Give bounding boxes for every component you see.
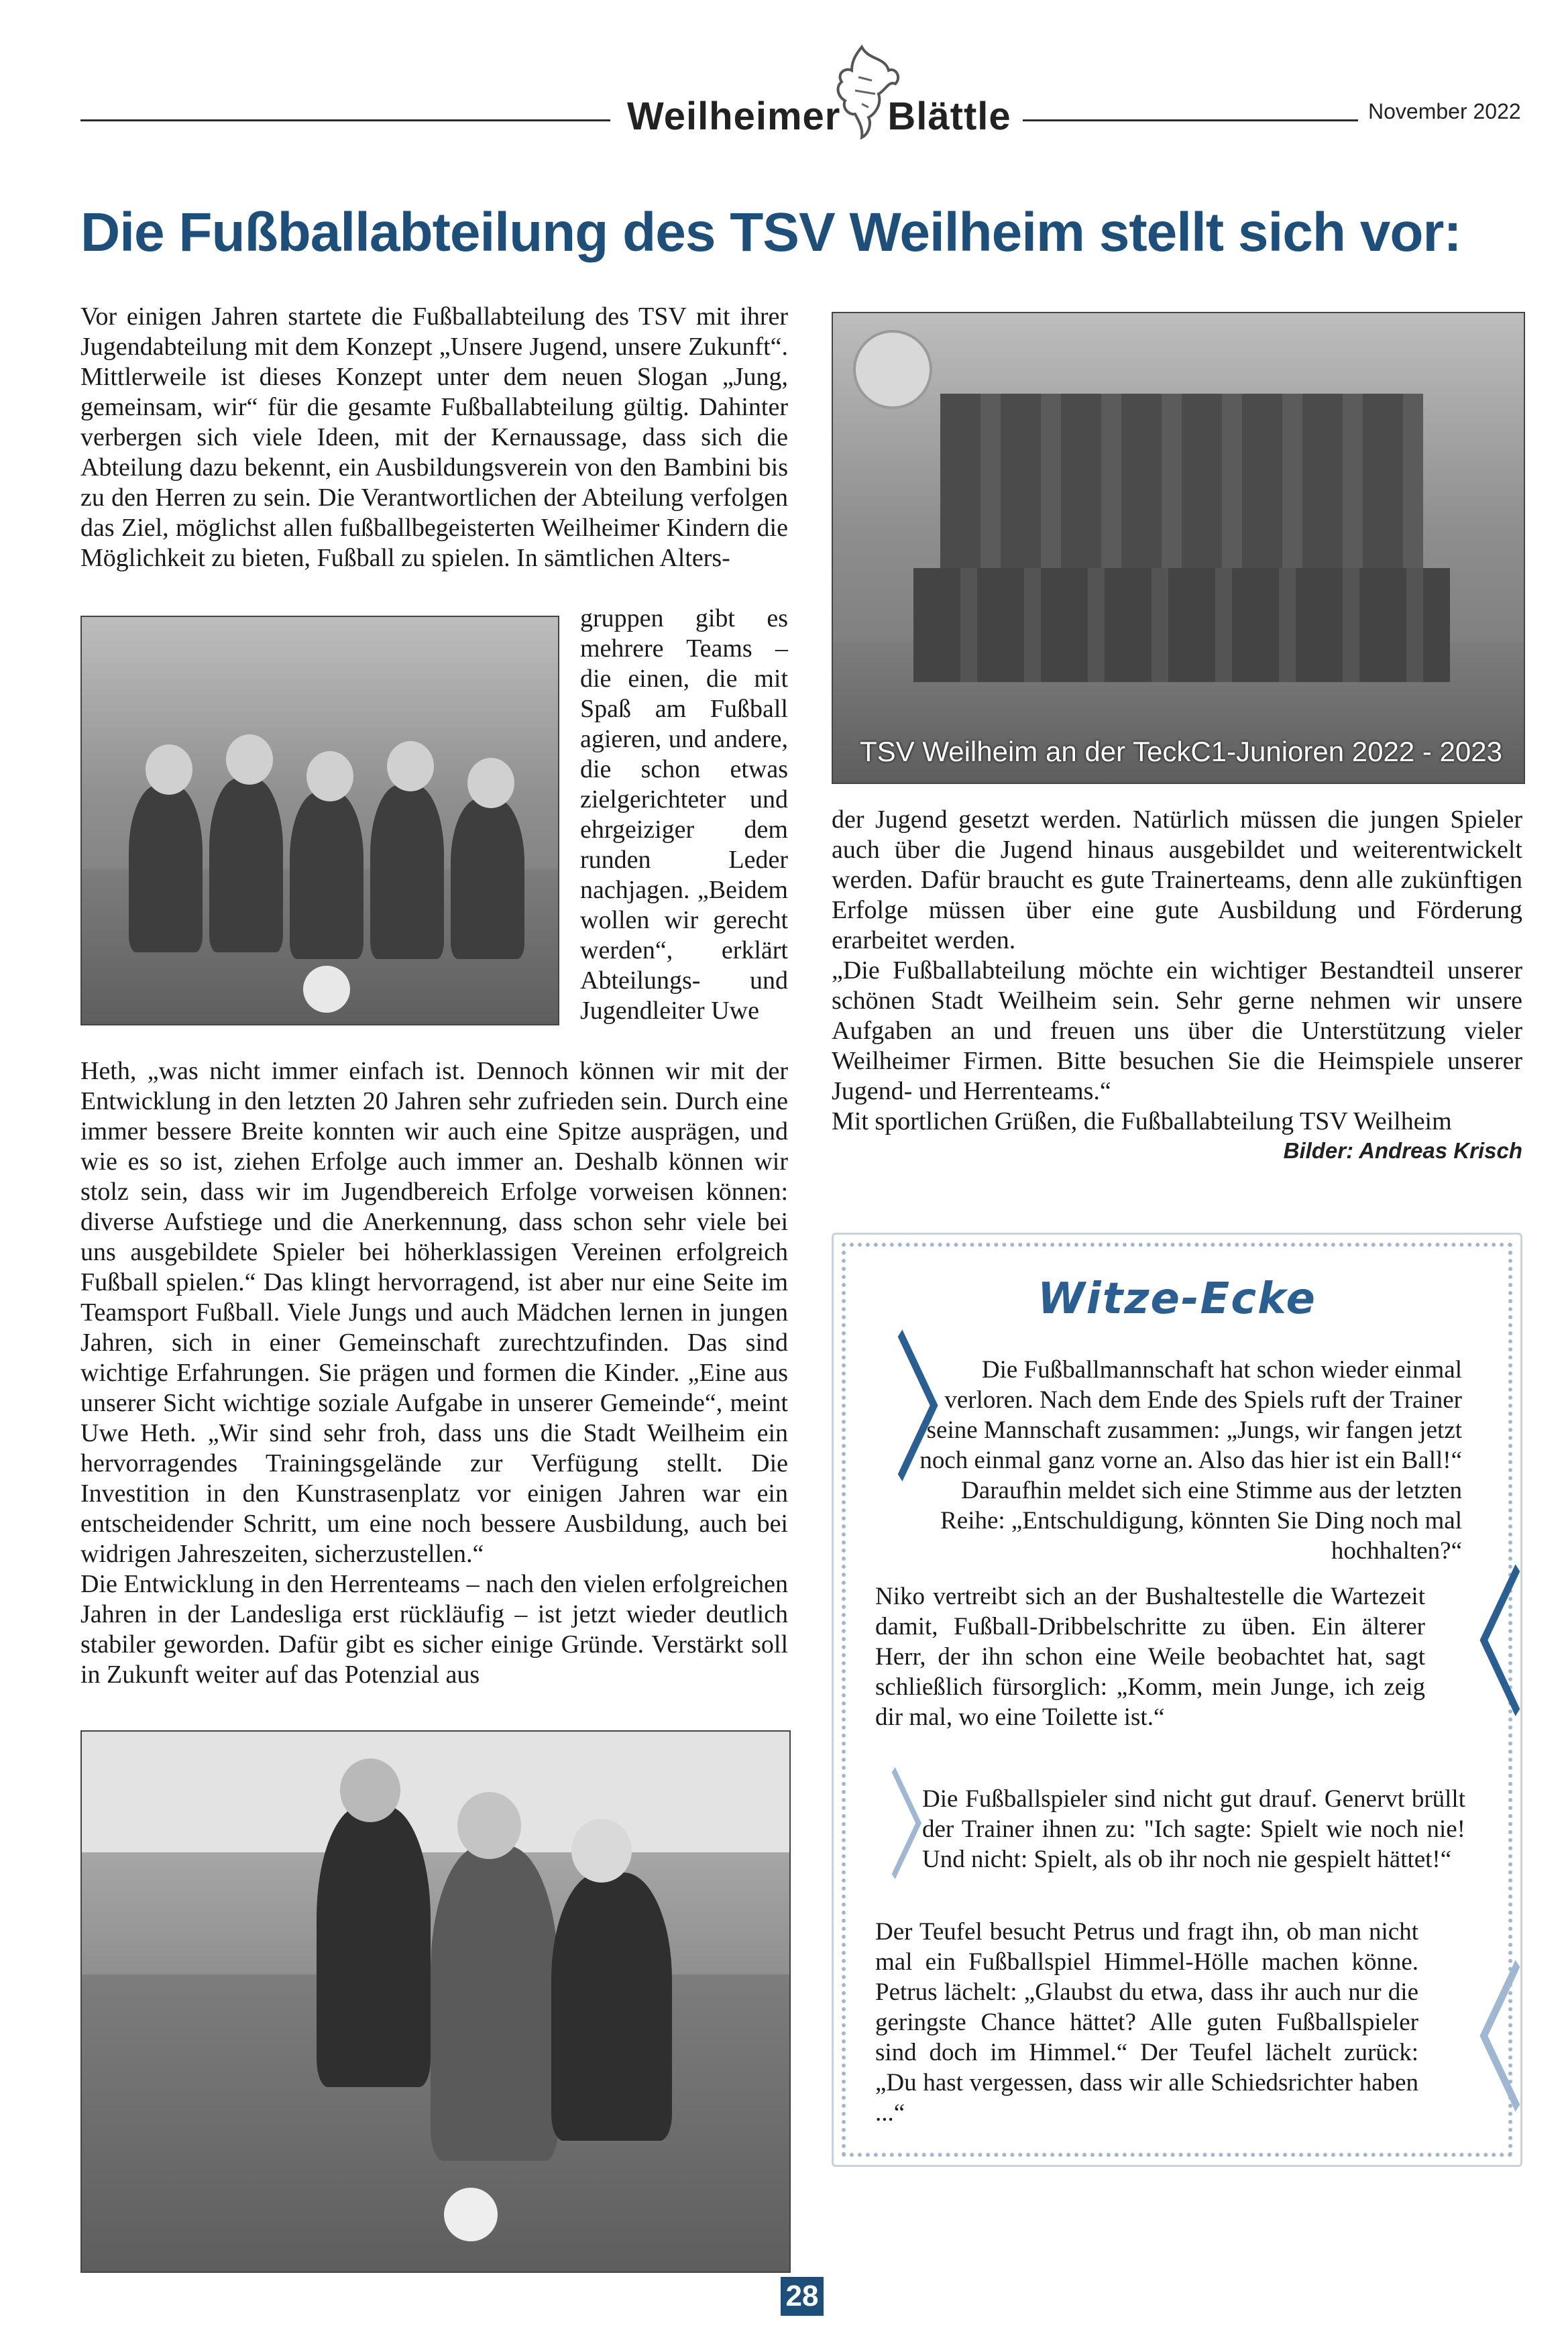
issue-date: November 2022 bbox=[1368, 99, 1521, 123]
masthead-rule-right bbox=[1023, 119, 1358, 121]
kids-team-photo bbox=[80, 616, 559, 1025]
article-main-text: Heth, „was nicht immer einfach ist. Dennoch können wir mit der Entwicklung in den letzten 20 Jahren sehr zufrieden sein. Durch eine immer bessere Breite konnten wir auch eine Spitze ausprägen, und wie es so ist, ziehen Erfolge auch immer an. Deshalb können wir stolz sein, dass wir im Jugendbereich Erfolge vorweisen können: diverse Aufstiege und die Anerkennung, dass schon sehr viele bei uns ausgebildete Spieler bei höherklassigen Vereinen erfolgreich Fußball spielen.“ Das klingt hervorragend, ist aber nur eine Seite im Teamsport Fußball. Viele Jungs und auch Mädchen lernen in jungen Jahren, sich in einer Gemeinschaft zurechtzufinden. Das sind wichtige Erfahrungen. Sie prägen und formen die Kinder. „Eine aus unserer Sicht wichtige soziale Aufgabe in unserer Gemeinde“, meint Uwe Heth. „Wir sind sehr froh, dass uns die Stadt Weilheim ein hervorragendes Trainingsgelände zur Verfügung stellt. Die Investition in den Kunstrasenplatz vor einigen Jahren war ein entscheidender Schritt, um eine noch bessere Ausbildung, auch bei widrigen Jahreszeiten, sicherzustellen.“ bbox=[80, 1057, 788, 1568]
article-col2-p2: „Die Fußballabteilung möchte ein wichtiger Bestandteil unserer schönen Stadt Weilheim sein. Sehr gerne nehmen wir unsere Aufgaben an und freuen uns über die Unterstützung vieler Weilheimer Firmen. Bitte besuchen Sie die Heimspiele unserer Jugend- und Herrenteams.“ bbox=[832, 956, 1522, 1105]
quote-close-icon: 〈 bbox=[1436, 1557, 1522, 1736]
article-intro-text: Vor einigen Jahren startete die Fußballabteilung des TSV mit ihrer Jugendabteilung mit dem Konzept „Unsere Jugend, unsere Zukunft“. Mittlerweile ist dieses Konzept unter dem neuen Slogan „Jung, gemeinsam, wir“ für die gesamte Fußballabteilung gültig. Dahinter verbergen sich viele Ideen, mit der Kernaussage, dass sich die Abteilung dazu bekennt, ein Ausbildungsverein von den Bambini bis zu den Herren zu sein. Die Verantwortlichen der Abteilung verfolgen das Ziel, möglichst allen fußballbegeisterten Weilheimer Kindern die Möglichkeit zu bieten, Fußball zu spielen. In sämtlichen Alters- bbox=[80, 302, 788, 572]
team-photo-c1-juniors bbox=[832, 312, 1525, 784]
team-photo-caption-team: C1-Junioren 2022 - 2023 bbox=[1190, 736, 1502, 767]
joke-1: Die Fußballmannschaft hat schon wieder einmal verloren. Nach dem Ende des Spiels ruft der Trainer seine Mannschaft zusammen: „Jungs, wir fangen jetzt noch einmal ganz vorne an. Also das hier ist ein Ball!“ Daraufhin meldet sich eine Stimme aus der letzten Reihe: „Entschuldigung, könnten Sie Ding noch mal hochhalten?“ bbox=[919, 1356, 1462, 1565]
article-headline: Die Fußballabteilung des TSV Weilheim stellt sich vor: bbox=[80, 202, 1461, 263]
team-photo-caption bbox=[833, 736, 1524, 768]
quote-close-icon: 〈 bbox=[1436, 1952, 1522, 2131]
page-number: 28 bbox=[781, 2277, 824, 2316]
photo-credit: Bilder: Andreas Krisch bbox=[1283, 1138, 1522, 1163]
article-column-2 bbox=[832, 805, 1522, 1137]
masthead-title bbox=[627, 94, 1011, 139]
joke-2: Niko vertreibt sich an der Bushaltestelle die Wartezeit damit, Fußball-Dribbelschritte zu üben. Ein älterer Herr, der ihn schon eine Weile beobachtet hat, sagt schließlich fürsorglich: „Komm, mein Junge, ich zeig dir mal, wo eine Toilette ist.“ bbox=[875, 1583, 1425, 1731]
article-beside-photo bbox=[580, 604, 788, 1026]
dragon-logo-icon bbox=[822, 40, 909, 141]
club-crest-icon bbox=[853, 330, 932, 409]
match-action-photo bbox=[80, 1730, 791, 2273]
quote-open-icon: 〉 bbox=[891, 1761, 954, 1894]
joke-3: Die Fußballspieler sind nicht gut drauf. Genervt brüllt der Trainer ihnen zu: "Ich sagte: Spielt wie noch nie! Und nicht: Spielt, als ob ihr noch nie gespielt hättet!“ bbox=[922, 1785, 1465, 1873]
article-beside-photo-text: gruppen gibt es mehrere Teams – die einen, die mit Spaß am Fußball agieren, und andere, die schon etwas zielgerichteter und ehrgeiziger dem runden Leder nachjagen. „Beidem wollen wir gerecht werden“, erklärt Abteilungs- und Jugendleiter Uwe bbox=[580, 604, 788, 1025]
article-column-1 bbox=[80, 1056, 788, 1690]
joke-4: Der Teufel besucht Petrus und fragt ihn, ob man nicht mal ein Fußballspiel Himmel-Hölle machen könne. Petrus lächelt: „Glaubst du etwa, dass ihr auch nur die geringste Chance hättet? Alle guten Fußballspieler sind doch im Himmel.“ Der Teufel lächelt zurück: „Du hast vergessen, dass wir alle Schiedsrichter haben ...“ bbox=[875, 1918, 1418, 2127]
article-col2-p1: der Jugend gesetzt werden. Natürlich müssen die jungen Spieler auch über die Jugend hinaus ausgebildet und weiterentwickelt werden. Dafür braucht es gute Trainerteams, denn alle zukünftigen Erfolge müssen über eine gute Ausbildung und Förderung erarbeitet werden. bbox=[832, 805, 1522, 954]
quote-open-icon: 〉 bbox=[896, 1322, 982, 1501]
article-intro bbox=[80, 302, 788, 573]
masthead-rule-left bbox=[80, 119, 610, 121]
masthead-title-right: Blättle bbox=[887, 95, 1011, 138]
jokes-title: Witze-Ecke bbox=[1038, 1274, 1317, 1324]
article-men-teams-text: Die Entwicklung in den Herrenteams – nach den vielen erfolgreichen Jahren in der Landesliga erst rückläufig – ist jetzt wieder deutlich stabiler geworden. Dafür gibt es sicher einige Gründe. Verstärkt soll in Zukunft weiter auf das Potenzial aus bbox=[80, 1570, 788, 1689]
team-photo-caption-club: TSV Weilheim an der Teck bbox=[860, 736, 1191, 767]
article-col2-p3: Mit sportlichen Grüßen, die Fußballabteilung TSV Weilheim bbox=[832, 1107, 1452, 1135]
masthead-title-left: Weilheimer bbox=[627, 95, 841, 138]
